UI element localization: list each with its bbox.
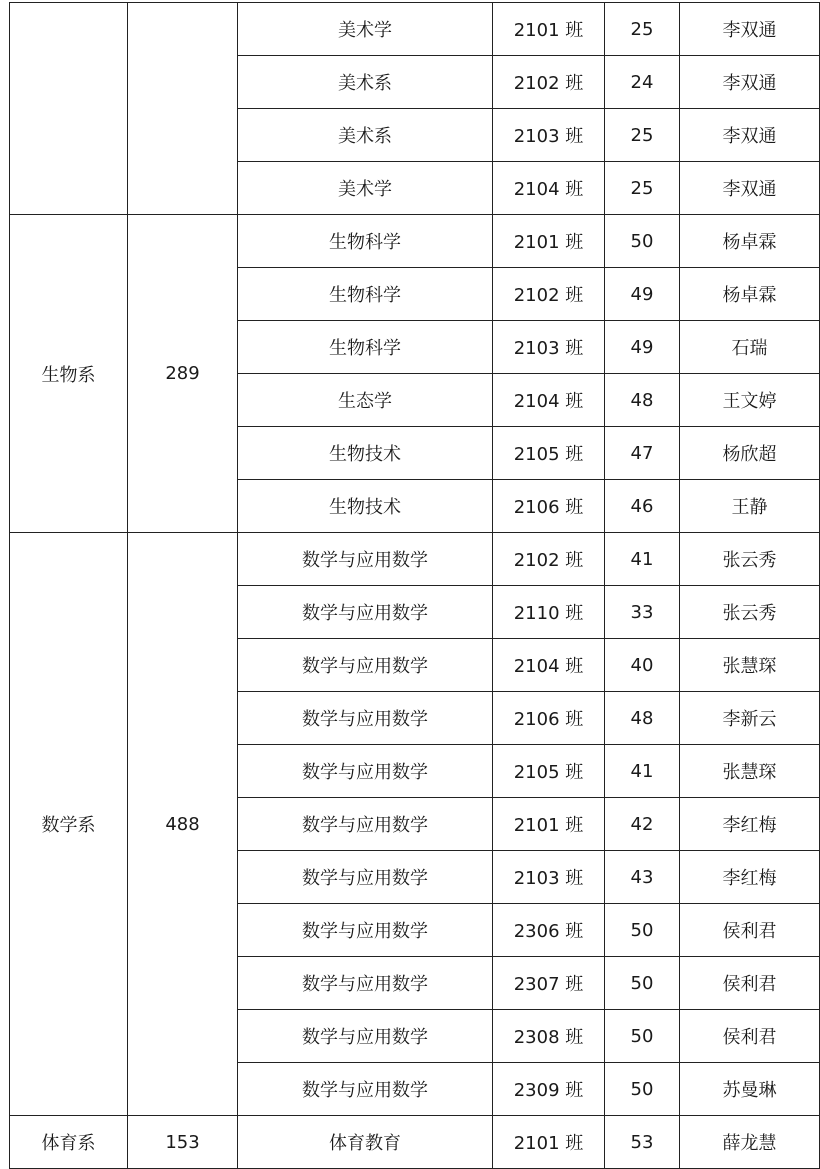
class-cell: 2101 班	[493, 1116, 605, 1169]
teacher-cell: 李双通	[680, 3, 820, 56]
major-cell: 生态学	[238, 374, 493, 427]
department-total-cell: 289	[128, 215, 238, 533]
count-cell: 40	[605, 639, 680, 692]
count-cell: 25	[605, 109, 680, 162]
class-cell: 2308 班	[493, 1010, 605, 1063]
major-cell: 数学与应用数学	[238, 1010, 493, 1063]
department-total-cell: 488	[128, 533, 238, 1116]
department-cell: 体育系	[10, 1116, 128, 1169]
teacher-cell: 张云秀	[680, 533, 820, 586]
major-cell: 美术系	[238, 109, 493, 162]
department-total-cell: 153	[128, 1116, 238, 1169]
teacher-cell: 杨卓霖	[680, 268, 820, 321]
major-cell: 生物技术	[238, 427, 493, 480]
major-cell: 数学与应用数学	[238, 692, 493, 745]
major-cell: 生物科学	[238, 321, 493, 374]
class-cell: 2106 班	[493, 480, 605, 533]
count-cell: 43	[605, 851, 680, 904]
department-cell: 数学系	[10, 533, 128, 1116]
class-cell: 2101 班	[493, 215, 605, 268]
count-cell: 24	[605, 56, 680, 109]
teacher-cell: 李双通	[680, 56, 820, 109]
major-cell: 生物技术	[238, 480, 493, 533]
major-cell: 数学与应用数学	[238, 533, 493, 586]
teacher-cell: 苏曼琳	[680, 1063, 820, 1116]
count-cell: 42	[605, 798, 680, 851]
teacher-cell: 薛龙慧	[680, 1116, 820, 1169]
major-cell: 美术系	[238, 56, 493, 109]
class-cell: 2103 班	[493, 109, 605, 162]
teacher-cell: 杨卓霖	[680, 215, 820, 268]
major-cell: 美术学	[238, 3, 493, 56]
table-row	[10, 1116, 820, 1169]
class-cell: 2106 班	[493, 692, 605, 745]
class-cell: 2104 班	[493, 374, 605, 427]
major-cell: 数学与应用数学	[238, 1063, 493, 1116]
department-cell	[10, 3, 128, 215]
teacher-cell: 杨欣超	[680, 427, 820, 480]
class-cell: 2309 班	[493, 1063, 605, 1116]
teacher-cell: 石瑞	[680, 321, 820, 374]
teacher-cell: 李红梅	[680, 851, 820, 904]
major-cell: 数学与应用数学	[238, 586, 493, 639]
count-cell: 50	[605, 1010, 680, 1063]
class-cell: 2103 班	[493, 851, 605, 904]
class-cell: 2306 班	[493, 904, 605, 957]
teacher-cell: 王静	[680, 480, 820, 533]
teacher-cell: 侯利君	[680, 957, 820, 1010]
count-cell: 48	[605, 692, 680, 745]
major-cell: 生物科学	[238, 215, 493, 268]
count-cell: 50	[605, 904, 680, 957]
class-cell: 2101 班	[493, 3, 605, 56]
count-cell: 49	[605, 321, 680, 374]
count-cell: 25	[605, 162, 680, 215]
class-cell: 2105 班	[493, 427, 605, 480]
major-cell: 数学与应用数学	[238, 851, 493, 904]
count-cell: 33	[605, 586, 680, 639]
count-cell: 41	[605, 533, 680, 586]
major-cell: 数学与应用数学	[238, 957, 493, 1010]
class-cell: 2105 班	[493, 745, 605, 798]
count-cell: 50	[605, 215, 680, 268]
count-cell: 46	[605, 480, 680, 533]
teacher-cell: 李双通	[680, 109, 820, 162]
class-cell: 2110 班	[493, 586, 605, 639]
table-row	[10, 215, 820, 268]
class-cell: 2101 班	[493, 798, 605, 851]
major-cell: 生物科学	[238, 268, 493, 321]
department-total-cell	[128, 3, 238, 215]
major-cell: 数学与应用数学	[238, 745, 493, 798]
teacher-cell: 张慧琛	[680, 639, 820, 692]
class-cell: 2104 班	[493, 162, 605, 215]
major-cell: 数学与应用数学	[238, 798, 493, 851]
count-cell: 50	[605, 1063, 680, 1116]
department-cell: 生物系	[10, 215, 128, 533]
major-cell: 美术学	[238, 162, 493, 215]
table-body	[10, 3, 820, 1169]
teacher-cell: 李双通	[680, 162, 820, 215]
count-cell: 50	[605, 957, 680, 1010]
teacher-cell: 王文婷	[680, 374, 820, 427]
major-cell: 体育教育	[238, 1116, 493, 1169]
major-cell: 数学与应用数学	[238, 639, 493, 692]
class-cell: 2104 班	[493, 639, 605, 692]
major-cell: 数学与应用数学	[238, 904, 493, 957]
teacher-cell: 李新云	[680, 692, 820, 745]
count-cell: 53	[605, 1116, 680, 1169]
count-cell: 25	[605, 3, 680, 56]
count-cell: 49	[605, 268, 680, 321]
class-cell: 2102 班	[493, 268, 605, 321]
teacher-cell: 侯利君	[680, 904, 820, 957]
count-cell: 47	[605, 427, 680, 480]
teacher-cell: 侯利君	[680, 1010, 820, 1063]
teacher-cell: 李红梅	[680, 798, 820, 851]
table-row	[10, 3, 820, 56]
table-row	[10, 533, 820, 586]
count-cell: 41	[605, 745, 680, 798]
count-cell: 48	[605, 374, 680, 427]
class-roster-table	[9, 2, 820, 1169]
class-cell: 2103 班	[493, 321, 605, 374]
teacher-cell: 张慧琛	[680, 745, 820, 798]
class-cell: 2102 班	[493, 533, 605, 586]
teacher-cell: 张云秀	[680, 586, 820, 639]
class-cell: 2102 班	[493, 56, 605, 109]
class-cell: 2307 班	[493, 957, 605, 1010]
